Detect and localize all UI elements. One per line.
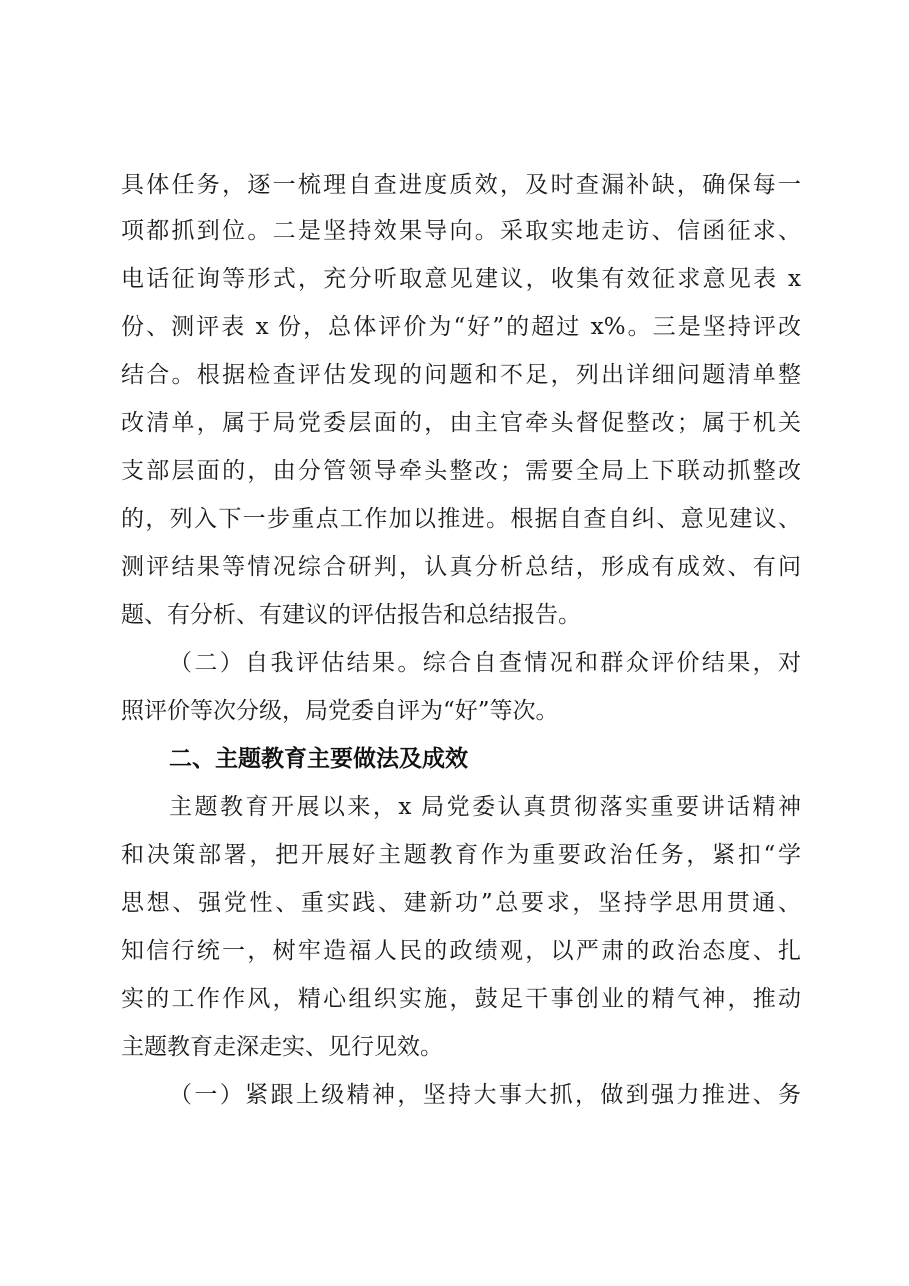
paragraph-line: 和决策部署，把开展好主题教育作为重要政治任务，紧扣“学 (121, 842, 801, 868)
paragraph-line: 项都抓到位。二是坚持效果导向。采取实地走访、信函征求、 (121, 218, 801, 244)
paragraph-line: 主题教育开展以来，x 局党委认真贯彻落实重要讲话精神 (169, 794, 801, 820)
paragraph-line: 份、测评表 x 份，总体评价为“好”的超过 x%。三是坚持评改 (121, 314, 801, 340)
paragraph-line: 具体任务，逐一梳理自查进度质效，及时查漏补缺，确保每一 (121, 172, 801, 198)
paragraph-line: 主题教育走深走实、见行见效。 (121, 1034, 443, 1060)
paragraph-line: 结合。根据检查评估发现的问题和不足，列出详细问题清单整 (121, 362, 801, 388)
paragraph-line: 知信行统一，树牢造福人民的政绩观，以严肃的政治态度、扎 (121, 938, 801, 964)
paragraph-line: （一）紧跟上级精神，坚持大事大抓，做到强力推进、务 (169, 1082, 801, 1108)
paragraph-line: 测评结果等情况综合研判，认真分析总结，形成有成效、有问 (121, 554, 801, 580)
paragraph-line: 思想、强党性、重实践、建新功”总要求，坚持学思用贯通、 (121, 890, 801, 916)
paragraph-line: 支部层面的，由分管领导牵头整改；需要全局上下联动抓整改 (121, 458, 801, 484)
paragraph-line: 题、有分析、有建议的评估报告和总结报告。 (121, 602, 581, 628)
paragraph-line: 的，列入下一步重点工作加以推进。根据自查自纠、意见建议、 (121, 506, 801, 532)
paragraph-line: 实的工作作风，精心组织实施，鼓足干事创业的精气神，推动 (121, 986, 801, 1012)
paragraph-line: 电话征询等形式，充分听取意见建议，收集有效征求意见表 x (121, 266, 801, 292)
section-heading: 二、主题教育主要做法及成效 (169, 746, 468, 772)
paragraph-line: 照评价等次分级，局党委自评为“好”等次。 (121, 698, 559, 724)
paragraph-line: （二）自我评估结果。综合自查情况和群众评价结果，对 (169, 650, 801, 676)
paragraph-line: 改清单，属于局党委层面的，由主官牵头督促整改；属于机关 (121, 410, 801, 436)
